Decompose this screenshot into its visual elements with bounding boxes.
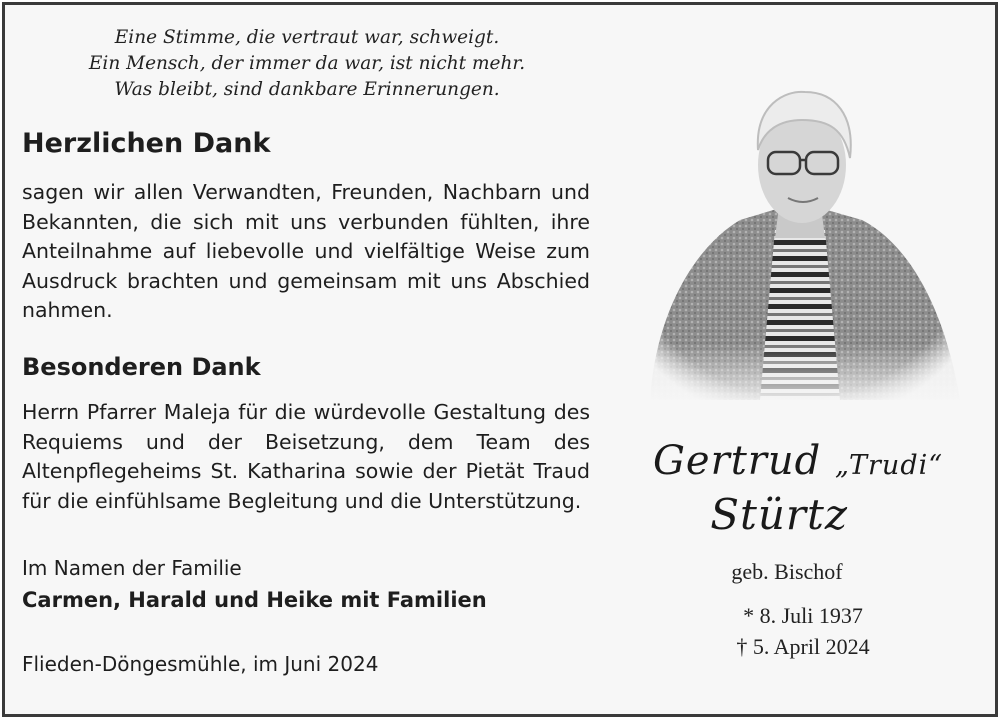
family-names: Carmen, Harald und Heike mit Familien [22, 588, 487, 612]
family-label: Im Namen der Familie [22, 556, 242, 580]
poem [22, 25, 592, 103]
deceased-first-name [628, 438, 968, 484]
poem-line: Ein Mensch, der immer da war, ist nicht mehr. [88, 53, 526, 74]
portrait-photo [630, 80, 970, 410]
first-name: Gertrud [652, 438, 822, 484]
poem-line: Was bleibt, sind dankbare Erinnerungen. [114, 79, 500, 100]
deceased-last-name: Stürtz [710, 490, 848, 539]
death-date: † 5. April 2024 [736, 634, 870, 659]
thanks-text: sagen wir allen Verwandten, Freunden, Nachbarn und Bekannten, die sich mit uns verbunden fühlten, ihre Anteilnahme auf liebevolle und vielfältige Weise zum Ausdruck brachten und gemeinsam mit uns Abschied nahmen. [22, 180, 590, 322]
place-date: Flieden-Döngesmühle, im Juni 2024 [22, 652, 379, 676]
poem-line: Eine Stimme, die vertraut war, schweigt. [114, 27, 500, 48]
thanks-heading: Herzlichen Dank [22, 128, 271, 159]
maiden-name: geb. Bischof [731, 559, 843, 584]
special-thanks-heading: Besonderen Dank [22, 353, 261, 381]
special-thanks-text: Herrn Pfarrer Maleja für die würdevolle Gestaltung des Requiems und der Beisetzung, dem Team des Altenpflegeheims St. Katharina sowie der Pietät Traud für die einfühlsame Begleitung und die Unterstützung. [22, 400, 590, 513]
nickname: „Trudi“ [834, 450, 944, 481]
birth-date: * 8. Juli 1937 [743, 603, 863, 628]
